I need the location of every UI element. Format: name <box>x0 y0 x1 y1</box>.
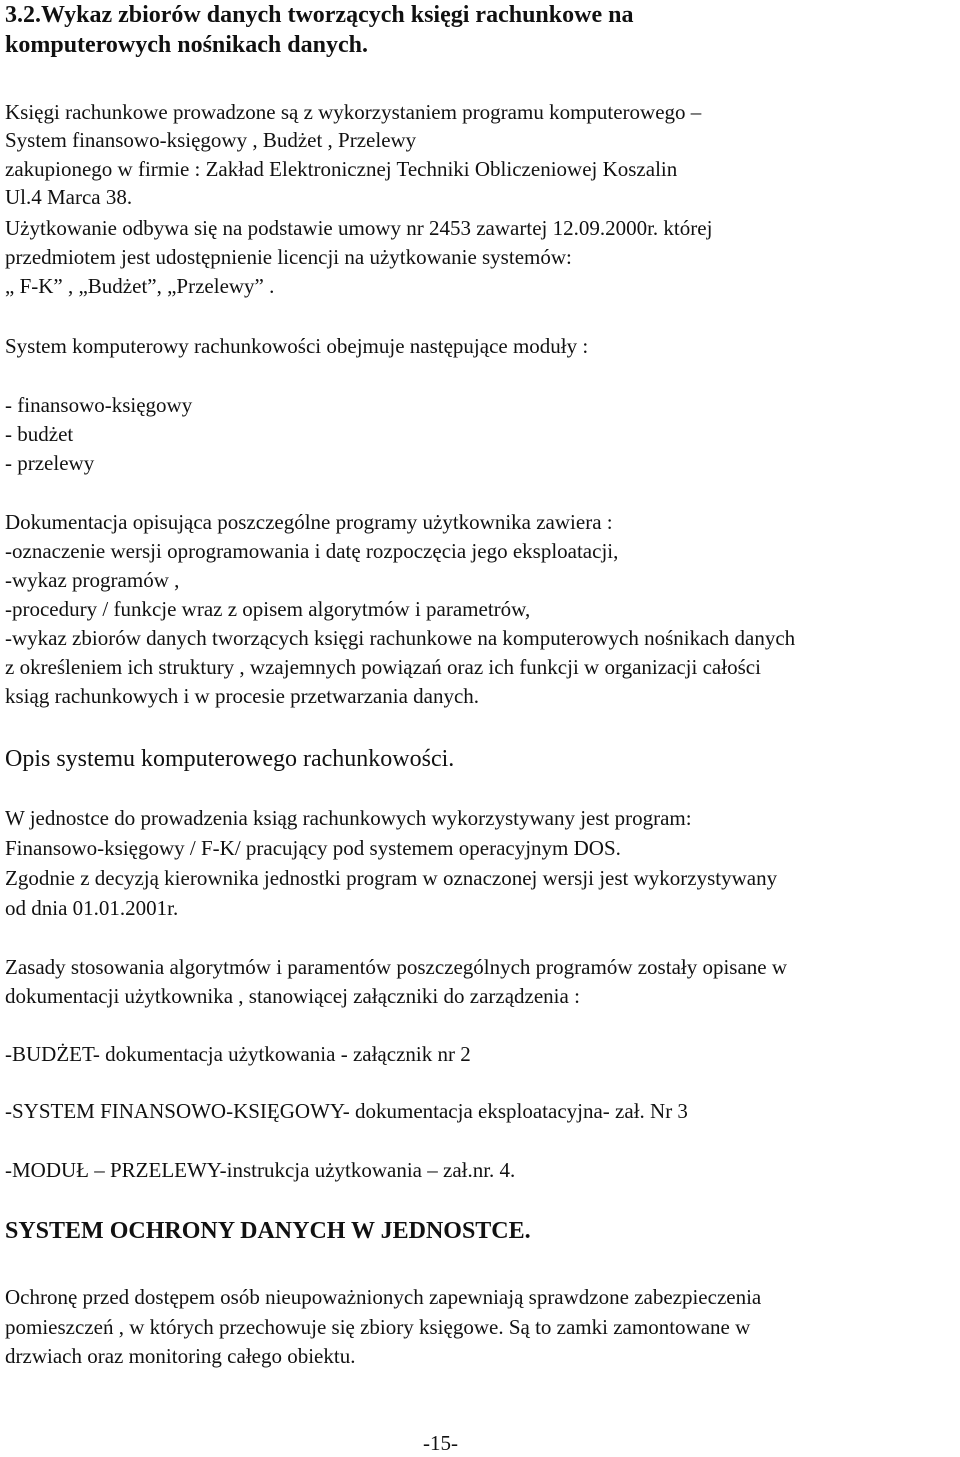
protection-heading: SYSTEM OCHRONY DANYCH W JEDNOSTCE. <box>5 1218 531 1244</box>
page-number: -15- <box>423 1431 458 1455</box>
documentation-line: -wykaz programów , <box>5 568 180 592</box>
attachment-item: -SYSTEM FINANSOWO-KSIĘGOWY- dokumentacja eksploatacyjna- zał. Nr 3 <box>5 1099 688 1123</box>
documentation-line: Dokumentacja opisująca poszczególne programy użytkownika zawiera : <box>5 510 613 534</box>
module-item: - finansowo-księgowy <box>5 393 193 417</box>
intro-line: Użytkowanie odbywa się na podstawie umowy nr 2453 zawartej 12.09.2000r. której <box>5 216 713 240</box>
section-title-line-1: 3.2.Wykaz zbiorów danych tworzących księgi rachunkowe na <box>5 2 634 28</box>
module-item: - budżet <box>5 422 74 446</box>
modules-intro: System komputerowy rachunkowości obejmuje następujące moduły : <box>5 334 589 358</box>
rules-line: dokumentacji użytkownika , stanowiącej załączniki do zarządzenia : <box>5 984 580 1008</box>
intro-line: zakupionego w firmie : Zakład Elektronicznej Techniki Obliczeniowej Koszalin <box>5 157 678 181</box>
documentation-line: ksiąg rachunkowych i w procesie przetwarzania danych. <box>5 684 480 708</box>
documentation-line: -wykaz zbiorów danych tworzących księgi rachunkowe na komputerowych nośnikach danych <box>5 626 796 650</box>
intro-line: przedmiotem jest udostępnienie licencji na użytkowanie systemów: <box>5 245 572 269</box>
protection-line: Ochronę przed dostępem osób nieupoważnionych zapewniają sprawdzone zabezpieczenia <box>5 1285 762 1309</box>
system-description-line: od dnia 01.01.2001r. <box>5 896 179 920</box>
intro-line: „ F-K” , „Budżet”, „Przelewy” . <box>5 274 275 298</box>
system-description-heading: Opis systemu komputerowego rachunkowości. <box>5 746 455 772</box>
section-title-line-2: komputerowych nośnikach danych. <box>5 32 368 58</box>
intro-line: Ul.4 Marca 38. <box>5 185 133 209</box>
intro-line: Księgi rachunkowe prowadzone są z wykorzystaniem programu komputerowego – <box>5 100 702 124</box>
attachment-item: -MODUŁ – PRZELEWY-instrukcja użytkowania – zał.nr. 4. <box>5 1158 516 1182</box>
attachment-item: -BUDŻET- dokumentacja użytkowania - załącznik nr 2 <box>5 1042 471 1066</box>
module-item: - przelewy <box>5 451 95 475</box>
documentation-line: -oznaczenie wersji oprogramowania i datę rozpoczęcia jego eksploatacji, <box>5 539 619 563</box>
system-description-line: Finansowo-księgowy / F-K/ pracujący pod systemem operacyjnym DOS. <box>5 836 621 860</box>
documentation-line: z określeniem ich struktury , wzajemnych powiązań oraz ich funkcji w organizacji całości <box>5 655 761 679</box>
system-description-line: W jednostce do prowadzenia ksiąg rachunkowych wykorzystywany jest program: <box>5 806 692 830</box>
protection-line: pomieszczeń , w których przechowuje się zbiory księgowe. Są to zamki zamontowane w <box>5 1315 751 1339</box>
intro-line: System finansowo-księgowy , Budżet , Przelewy <box>5 128 417 152</box>
protection-line: drzwiach oraz monitoring całego obiektu. <box>5 1344 356 1368</box>
documentation-line: -procedury / funkcje wraz z opisem algorytmów i parametrów, <box>5 597 531 621</box>
system-description-line: Zgodnie z decyzją kierownika jednostki program w oznaczonej wersji jest wykorzystywany <box>5 866 778 890</box>
rules-line: Zasady stosowania algorytmów i paramentów poszczególnych programów zostały opisane w <box>5 955 788 979</box>
